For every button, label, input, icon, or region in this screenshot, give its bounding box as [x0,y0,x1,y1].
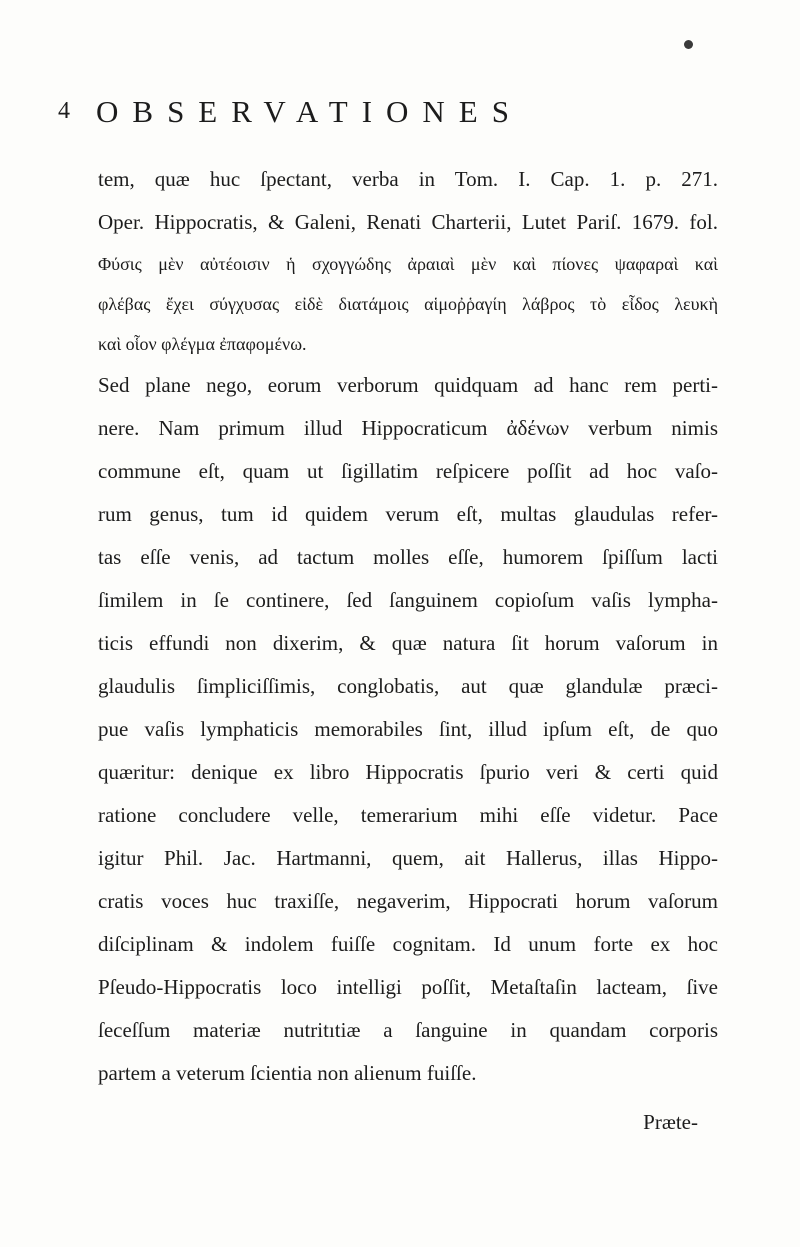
text-line: tem, quæ huc ſpectant, verba in Tom. I. Cap. 1. p. 271. [98,167,718,191]
text-line: ſeceſſum materiæ nutritıtiæ a ſanguine in quandam corporis [98,1018,718,1042]
text-line: cratis voces huc traxiſſe, negaverim, Hippocrati horum vaſorum [98,889,718,913]
text-line: Sed plane nego, eorum verborum quidquam ad hanc rem perti- [98,373,718,397]
running-head: OBSERVATIONES [96,94,523,129]
text-line: ſimilem in ſe continere, ſed ſanguinem copioſum vaſis lympha- [98,588,718,612]
text-line: partem a veterum ſcientia non alienum fuiſſe. [98,1061,477,1085]
greek-quote-line: Φύσις μὲν αὐτέοισιν ἡ σχογγώδης ἀραιαὶ μὲν καὶ πίονες ψαφαραὶ καὶ [98,254,718,274]
ink-speck [684,40,693,49]
text-line: igitur Phil. Jac. Hartmanni, quem, ait Hallerus, illas Hippo- [98,846,718,870]
text-line: rum genus, tum id quidem verum eſt, multas glaudulas refer- [98,502,718,526]
text-line: Pſeudo-Hippocratis loco intelligi poſſit, Metaſtaſin lacteam, ſive [98,975,718,999]
body-text [98,158,718,1144]
text-line: pue vaſis lymphaticis memorabiles ſint, illud ipſum eſt, de quo [98,717,718,741]
catchword: Præte- [643,1110,698,1134]
text-line: glaudulis ſimpliciſſimis, conglobatis, aut quæ glandulæ præci- [98,674,718,698]
text-line: tas eſſe venis, ad tactum molles eſſe, humorem ſpiſſum lacti [98,545,718,569]
text-line: diſciplinam & indolem fuiſſe cognitam. Id unum forte ex hoc [98,932,718,956]
greek-quote-line: φλέβας ἔχει σύγχυσας εἰδὲ διατάμοις αἱμοῤῥαγίη λάβρος τὸ εἶδος λευκὴ [98,294,718,314]
text-line: ticis effundi non dixerim, & quæ natura ſit horum vaſorum in [98,631,718,655]
page-header [58,94,758,134]
text-line: Oper. Hippocratis, & Galeni, Renati Charterii, Lutet Pariſ. 1679. fol. [98,210,718,234]
greek-quote-line: καὶ οἷον φλέγμα ἐπαφομένω. [98,334,307,354]
text-line: ratione concludere velle, temerarium mihi eſſe videtur. Pace [98,803,718,827]
text-line: commune eſt, quam ut ſigillatim reſpicere poſſit ad hoc vaſo- [98,459,718,483]
text-line: nere. Nam primum illud Hippocraticum ἀδένων verbum nimis [98,416,718,440]
text-line: quæritur: denique ex libro Hippocratis ſpurio veri & certi quid [98,760,718,784]
page-number: 4 [58,98,70,124]
